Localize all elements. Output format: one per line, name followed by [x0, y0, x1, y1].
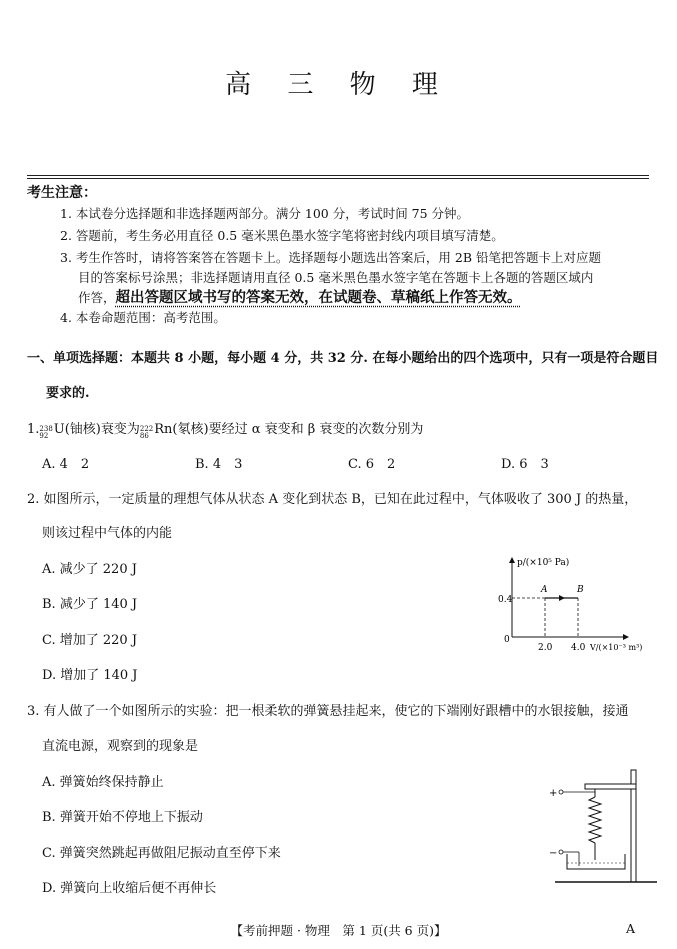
q2-option-b: B. 减少了 140 J — [42, 597, 138, 612]
stand-arm — [585, 784, 636, 789]
v-axis-label: V/(×10⁻³ m³) — [590, 643, 643, 652]
q1-option-d: D. 6 3 — [501, 457, 549, 472]
notice-item-4: 4. 本卷命题范围：高考范围。 — [60, 310, 226, 325]
spring — [589, 797, 601, 843]
question-2-cont: 则该过程中气体的内能 — [42, 526, 173, 541]
q2-option-d: D. 增加了 140 J — [42, 668, 138, 683]
footer-page-info: 【考前押题 · 物理 第 1 页(共 6 页)】 — [230, 923, 447, 938]
notice-item-3: 3. 考生作答时，请将答案答在答题卡上。选择题每小题选出答案后，用 2B 铅笔把答题卡上对应题 — [60, 250, 601, 265]
x-tick-2: 2.0 — [538, 643, 553, 653]
negative-terminal — [559, 850, 563, 854]
process-arrow — [559, 595, 565, 601]
footer-version: A — [626, 921, 636, 936]
section-heading-cont: 要求的. — [46, 386, 90, 401]
spring-apparatus — [545, 763, 665, 888]
q3-option-b: B. 弹簧开始不停地上下振动 — [42, 810, 203, 825]
positive-terminal — [559, 790, 563, 794]
notice-item-3-tail — [78, 286, 522, 307]
page-title: 高 三 物 理 — [225, 70, 452, 100]
notice-emphasis: 超出答题区域书写的答案无效，在试题卷、草稿纸上作答无效。 — [115, 290, 522, 306]
plus-sign: + — [549, 788, 558, 799]
q1-option-a: A. 4 2 — [42, 457, 90, 472]
point-b-label: B — [577, 585, 584, 595]
q3-option-c: C. 弹簧突然跳起再做阻尼振动直至停下来 — [42, 846, 281, 861]
notice-item-1: 1. 本试卷分选择题和非选择题两部分。满分 100 分，考试时间 75 分钟。 — [60, 206, 470, 221]
minus-sign: − — [549, 848, 558, 859]
q1-option-b: B. 4 3 — [195, 457, 243, 472]
y-tick-label: 0.4 — [498, 595, 513, 605]
pv-graph — [490, 552, 660, 657]
q3-option-a: A. 弹簧始终保持静止 — [42, 775, 164, 790]
notice-heading: 考生注意： — [27, 185, 97, 201]
question-3: 3. 有人做了一个如图所示的实验：把一根柔软的弹簧悬挂起来，使它的下端刚好跟槽中的水银接触，接通 — [27, 704, 629, 719]
x-tick-4: 4.0 — [571, 643, 586, 653]
u-isotope: 238 92 — [39, 425, 53, 440]
origin-label: 0 — [504, 635, 510, 645]
point-a-label: A — [541, 585, 548, 595]
q2-option-a: A. 减少了 220 J — [42, 562, 137, 577]
question-2: 2. 如图所示，一定质量的理想气体从状态 A 变化到状态 B，已知在此过程中，气体吸收了 300 J 的热量， — [27, 492, 638, 507]
divider-bottom — [27, 178, 649, 179]
q3-option-d: D. 弹簧向上收缩后便不再伸长 — [42, 881, 217, 896]
notice-answer-area: 作答， — [78, 290, 116, 305]
divider-top — [27, 175, 649, 176]
q1-option-c: C. 6 2 — [348, 457, 396, 472]
rn-isotope: 222 86 — [139, 425, 154, 440]
mercury-trough — [567, 854, 625, 869]
notice-item-2: 2. 答题前，考生务必用直径 0.5 毫米黑色墨水签字笔将密封线内项目填写清楚。 — [60, 228, 504, 243]
p-axis-label: p/(×10⁵ Pa) — [517, 558, 570, 568]
notice-item-3-cont: 目的答案标号涂黑；非选择题请用直径 0.5 毫米黑色墨水签字笔在答题卡上各题的答题区域内 — [78, 270, 594, 285]
q2-option-c: C. 增加了 220 J — [42, 633, 138, 648]
section-heading: 一、单项选择题：本题共 8 小题，每小题 4 分，共 32 分. 在每小题给出的四个选项中，只有一项是符合题目 — [27, 351, 659, 366]
question-3-cont: 直流电源，观察到的现象是 — [42, 739, 199, 754]
question-1: 1. $^{238 92}$ U(铀核)衰变为 $^{222 86}$ Rn(氡核)要经过 α 衰变和 β 衰变的次数分别为 — [27, 422, 424, 440]
